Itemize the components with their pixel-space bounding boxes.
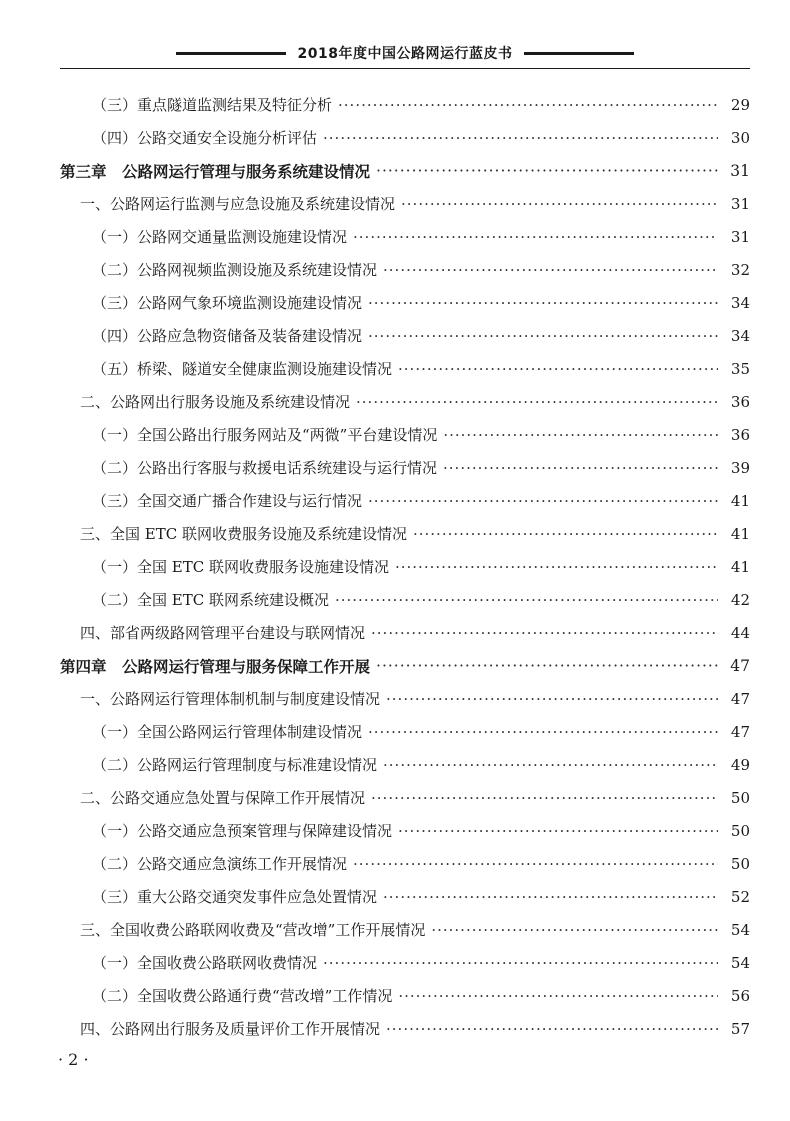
toc-entry[interactable] <box>60 517 750 550</box>
toc-entry-title: （三）重点隧道监测结果及特征分析 <box>92 96 333 114</box>
toc-leader-dots <box>413 525 718 543</box>
toc-entry-page: 32 <box>730 260 750 279</box>
toc-entry[interactable] <box>60 418 750 451</box>
toc-entry-title: （二）公路网运行管理制度与标准建设情况 <box>92 756 378 774</box>
toc-entry-page: 31 <box>730 194 750 213</box>
toc-leader-dots <box>386 690 718 708</box>
toc-entry-title: 四、部省两级路网管理平台建设与联网情况 <box>80 624 366 642</box>
toc-entry-page: 57 <box>730 1019 750 1038</box>
toc-entry-title: （一）公路网交通量监测设施建设情况 <box>92 228 348 246</box>
toc-leader-dots <box>323 954 718 972</box>
toc-entry[interactable] <box>60 385 750 418</box>
toc-leader-dots <box>443 459 718 477</box>
toc-entry[interactable] <box>60 979 750 1012</box>
toc-leader-dots <box>431 921 718 939</box>
toc-leader-dots <box>395 558 718 576</box>
running-header <box>60 40 750 70</box>
toc-entry-page: 34 <box>730 293 750 312</box>
toc-entry[interactable] <box>60 682 750 715</box>
toc-entry-page: 41 <box>730 557 750 576</box>
toc-leader-dots <box>353 228 718 246</box>
toc-entry[interactable] <box>60 946 750 979</box>
toc-entry[interactable] <box>60 616 750 649</box>
toc-entry[interactable] <box>60 484 750 517</box>
toc-entry-title: 第四章 公路网运行管理与服务保障工作开展 <box>60 657 371 676</box>
toc-entry-page: 31 <box>730 227 750 246</box>
toc-entry-title: 第三章 公路网运行管理与服务系统建设情况 <box>60 162 371 181</box>
toc-entry-title: 三、全国 ETC 联网收费服务设施及系统建设情况 <box>80 525 407 543</box>
toc-entry[interactable] <box>60 121 750 154</box>
toc-entry-title: （一）全国收费公路联网收费情况 <box>92 954 318 972</box>
toc-entry-page: 39 <box>730 458 750 477</box>
header-left-rule <box>176 52 286 55</box>
toc-entry-page: 47 <box>730 722 750 741</box>
toc-entry-page: 29 <box>730 95 750 114</box>
toc-entry-title: （三）重大公路交通突发事件应急处置情况 <box>92 888 378 906</box>
toc-chapter-entry[interactable] <box>60 649 750 682</box>
toc-entry[interactable] <box>60 88 750 121</box>
toc-leader-dots <box>368 294 718 312</box>
toc-entry-page: 47 <box>730 656 750 675</box>
header-underline <box>60 68 750 69</box>
toc-leader-dots <box>383 261 718 279</box>
toc-entry-page: 49 <box>730 755 750 774</box>
toc-leader-dots <box>383 888 718 906</box>
toc-entry[interactable] <box>60 352 750 385</box>
toc-entry-title: 一、公路网运行管理体制机制与制度建设情况 <box>80 690 381 708</box>
toc-leader-dots <box>371 624 718 642</box>
toc-entry-page: 36 <box>730 392 750 411</box>
toc-entry-title: （四）公路交通安全设施分析评估 <box>92 129 318 147</box>
toc-entry-page: 50 <box>730 821 750 840</box>
toc-entry-page: 36 <box>730 425 750 444</box>
toc-entry[interactable] <box>60 814 750 847</box>
table-of-contents <box>60 88 750 1045</box>
toc-entry-title: 二、公路网出行服务设施及系统建设情况 <box>80 393 351 411</box>
toc-entry[interactable] <box>60 319 750 352</box>
toc-entry-title: （五）桥梁、隧道安全健康监测设施建设情况 <box>92 360 393 378</box>
toc-entry[interactable] <box>60 550 750 583</box>
toc-entry-page: 50 <box>730 854 750 873</box>
toc-entry-page: 42 <box>730 590 750 609</box>
toc-entry-page: 41 <box>730 524 750 543</box>
toc-entry-page: 30 <box>730 128 750 147</box>
toc-entry[interactable] <box>60 748 750 781</box>
toc-entry[interactable] <box>60 451 750 484</box>
toc-entry[interactable] <box>60 847 750 880</box>
running-header-inner <box>60 43 750 63</box>
toc-entry-page: 54 <box>730 953 750 972</box>
toc-leader-dots <box>368 327 718 345</box>
toc-entry-title: （一）公路交通应急预案管理与保障建设情况 <box>92 822 393 840</box>
toc-entry-title: （四）公路应急物资储备及装备建设情况 <box>92 327 363 345</box>
toc-entry-page: 31 <box>730 161 750 180</box>
toc-chapter-entry[interactable] <box>60 154 750 187</box>
toc-entry-title: （二）公路出行客服与救援电话系统建设与运行情况 <box>92 459 438 477</box>
toc-entry[interactable] <box>60 913 750 946</box>
toc-leader-dots <box>356 393 718 411</box>
toc-leader-dots <box>376 657 718 675</box>
toc-entry-page: 34 <box>730 326 750 345</box>
toc-entry-title: （二）公路网视频监测设施及系统建设情况 <box>92 261 378 279</box>
toc-entry-title: （三）公路网气象环境监测设施建设情况 <box>92 294 363 312</box>
toc-leader-dots <box>398 360 718 378</box>
toc-leader-dots <box>386 1020 718 1038</box>
toc-entry-title: （一）全国公路出行服务网站及“两微”平台建设情况 <box>92 426 438 444</box>
toc-entry[interactable] <box>60 286 750 319</box>
toc-entry-title: 一、公路网运行监测与应急设施及系统建设情况 <box>80 195 396 213</box>
toc-entry-title: 二、公路交通应急处置与保障工作开展情况 <box>80 789 366 807</box>
toc-entry-title: （三）全国交通广播合作建设与运行情况 <box>92 492 363 510</box>
toc-entry-page: 44 <box>730 623 750 642</box>
toc-entry-title: （二）公路交通应急演练工作开展情况 <box>92 855 348 873</box>
toc-leader-dots <box>401 195 718 213</box>
toc-entry[interactable] <box>60 187 750 220</box>
toc-entry-title: （一）全国公路网运行管理体制建设情况 <box>92 723 363 741</box>
toc-leader-dots <box>338 96 718 114</box>
toc-entry[interactable] <box>60 583 750 616</box>
page-number: · 2 · <box>58 1050 89 1069</box>
toc-leader-dots <box>353 855 718 873</box>
toc-leader-dots <box>383 756 718 774</box>
toc-leader-dots <box>376 162 718 180</box>
toc-entry-page: 52 <box>730 887 750 906</box>
toc-entry[interactable] <box>60 1012 750 1045</box>
running-header-title: 2018年度中国公路网运行蓝皮书 <box>297 46 513 62</box>
toc-entry-title: 四、公路网出行服务及质量评价工作开展情况 <box>80 1020 381 1038</box>
toc-entry[interactable] <box>60 715 750 748</box>
toc-leader-dots <box>398 987 718 1005</box>
toc-entry-title: （一）全国 ETC 联网收费服务设施建设情况 <box>92 558 389 576</box>
toc-entry[interactable] <box>60 253 750 286</box>
toc-entry[interactable] <box>60 781 750 814</box>
toc-leader-dots <box>368 723 718 741</box>
toc-entry-title: （二）全国 ETC 联网系统建设概况 <box>92 591 329 609</box>
toc-entry-title: 三、全国收费公路联网收费及“营改增”工作开展情况 <box>80 921 426 939</box>
toc-entry-page: 47 <box>730 689 750 708</box>
toc-leader-dots <box>335 591 718 609</box>
toc-leader-dots <box>368 492 718 510</box>
header-right-rule <box>524 52 634 55</box>
toc-leader-dots <box>398 822 718 840</box>
toc-leader-dots <box>371 789 718 807</box>
toc-entry[interactable] <box>60 220 750 253</box>
toc-entry-page: 41 <box>730 491 750 510</box>
toc-entry[interactable] <box>60 880 750 913</box>
toc-entry-page: 54 <box>730 920 750 939</box>
toc-leader-dots <box>323 129 718 147</box>
toc-leader-dots <box>443 426 718 444</box>
toc-entry-page: 50 <box>730 788 750 807</box>
toc-entry-title: （二）全国收费公路通行费“营改增”工作情况 <box>92 987 393 1005</box>
toc-entry-page: 56 <box>730 986 750 1005</box>
toc-entry-page: 35 <box>730 359 750 378</box>
